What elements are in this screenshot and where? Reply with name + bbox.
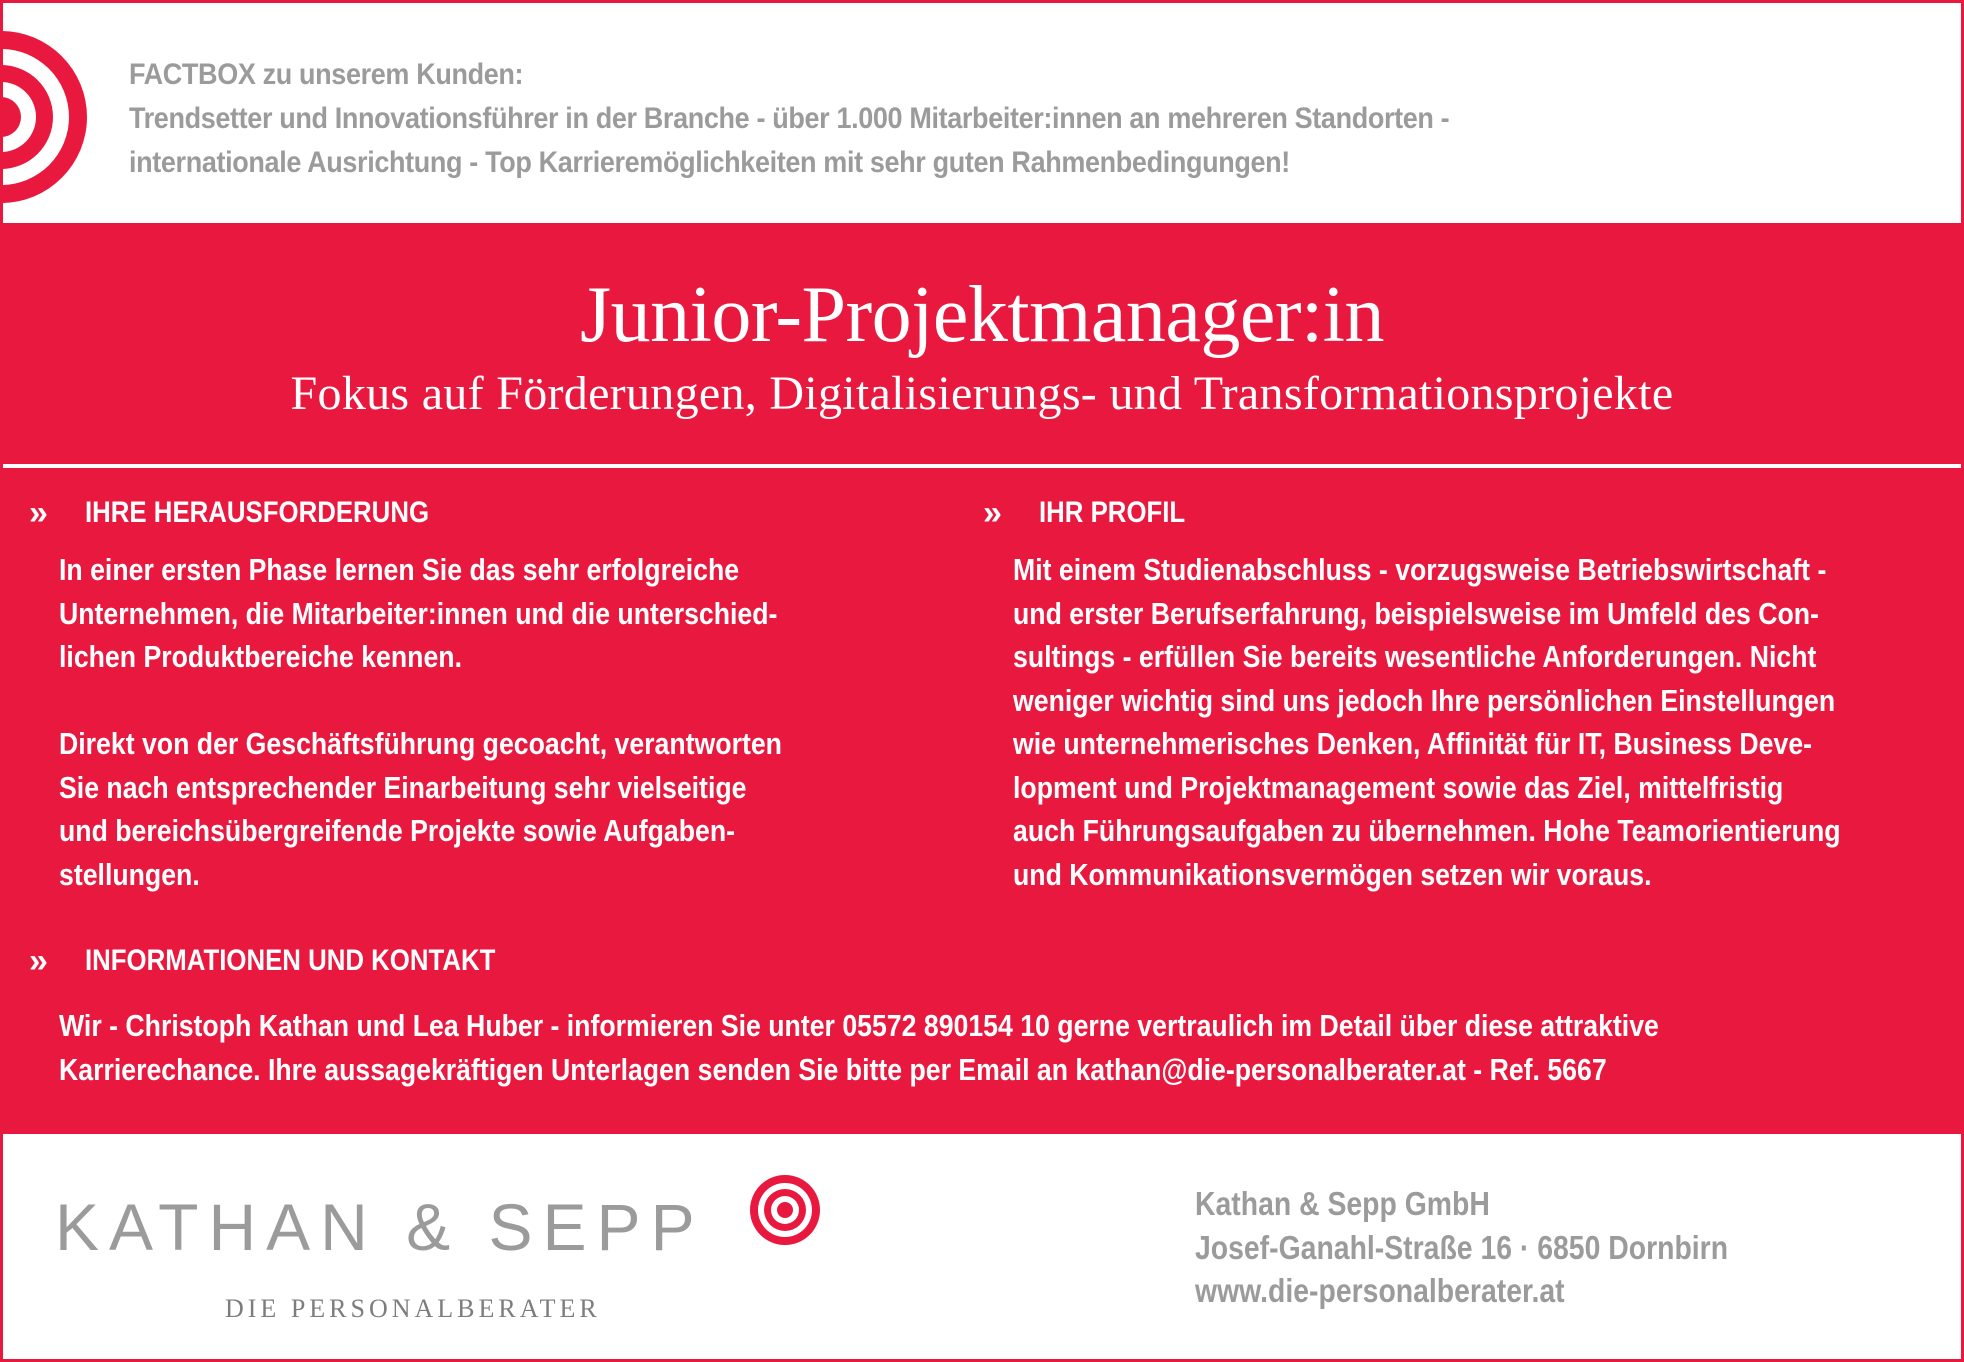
job-title: Junior-Projektmanager:in xyxy=(580,271,1384,359)
contact-heading-label: INFORMATIONEN UND KONTAKT xyxy=(85,944,496,977)
company-logo-text: KATHAN & SEPP xyxy=(55,1190,705,1264)
challenge-heading-label: IHRE HERAUSFORDERUNG xyxy=(85,496,430,529)
chevron-right-icon: » xyxy=(29,942,48,980)
profile-heading-label: IHR PROFIL xyxy=(1039,496,1186,529)
text-line: stellungen. xyxy=(59,856,200,892)
website-link[interactable]: www.die-personalberater.at xyxy=(1195,1272,1565,1309)
divider xyxy=(3,464,1961,468)
text-line: lichen Produktbereiche kennen. xyxy=(59,639,462,674)
profile-heading xyxy=(983,495,1209,531)
company-name: Kathan & Sepp GmbH xyxy=(1195,1185,1490,1222)
factbox xyxy=(3,3,1961,223)
text-line: auch Führungsaufgaben zu übernehmen. Hohe Teamorientierung xyxy=(1013,813,1841,848)
factbox-heading: FACTBOX zu unserem Kunden: xyxy=(129,58,524,91)
company-logo-subtitle: DIE PERSONALBERATER xyxy=(225,1294,601,1323)
target-logo-icon xyxy=(749,1174,821,1246)
challenge-text xyxy=(59,548,900,896)
job-subtitle: Fokus auf Förderungen, Digitalisierungs- und Transformationsprojekte xyxy=(290,367,1674,420)
company-address xyxy=(1195,1182,1815,1313)
text-line: weniger wichtig sind uns jedoch Ihre persönlichen Einstellungen xyxy=(1013,682,1836,718)
text-line: Direkt von der Geschäftsführung gecoacht, verantworten xyxy=(59,726,782,761)
text-line: lopment und Projektmanagement sowie das Ziel, mittelfristig xyxy=(1013,769,1784,805)
contact-heading xyxy=(29,943,562,979)
text-line: wie unternehmerisches Denken, Affinität für IT, Business Deve- xyxy=(1013,726,1813,761)
text-line: In einer ersten Phase lernen Sie das sehr erfolgreiche xyxy=(59,552,740,587)
text-line xyxy=(59,679,782,723)
text-line: Sie nach entsprechender Einarbeitung sehr vielseitige xyxy=(59,769,747,805)
challenge-heading xyxy=(29,495,485,531)
chevron-right-icon: » xyxy=(983,494,1002,532)
text-line: und Kommunikationsvermögen setzen wir voraus. xyxy=(1013,856,1652,892)
main-panel xyxy=(3,223,1961,1134)
factbox-line: Trendsetter und Innovationsführer in der Branche - über 1.000 Mitarbeiter:innen an mehreren Standorten - xyxy=(129,102,1450,135)
text-line: Karrierechance. Ihre aussagekräftigen Unterlagen senden Sie bitte per Email an kathan@die-personalberater.at - Ref. 5667 xyxy=(59,1051,1607,1087)
street-address: Josef-Ganahl-Straße 16 · 6850 Dornbirn xyxy=(1195,1228,1729,1266)
text-line: Unternehmen, die Mitarbeiter:innen und die unterschied- xyxy=(59,595,778,631)
text-line: und erster Berufserfahrung, beispielsweise im Umfeld des Con- xyxy=(1013,595,1819,631)
text-line: Wir - Christoph Kathan und Lea Huber - informieren Sie unter 05572 890154 10 gerne vertraulich im Detail über diese attraktive xyxy=(59,1008,1659,1043)
text-line: Mit einem Studienabschluss - vorzugsweise Betriebswirtschaft - xyxy=(1013,552,1827,587)
text-line: sultings - erfüllen Sie bereits wesentliche Anforderungen. Nicht xyxy=(1013,639,1817,674)
text-line: und bereichsübergreifende Projekte sowie Aufgaben- xyxy=(59,813,736,848)
profile-text xyxy=(1013,548,1964,896)
chevron-right-icon: » xyxy=(29,494,48,532)
contact-text xyxy=(59,1004,1919,1091)
target-icon xyxy=(0,27,91,207)
factbox-line: internationale Ausrichtung - Top Karrieremöglichkeiten mit sehr guten Rahmenbedingungen! xyxy=(129,146,1290,179)
factbox-text xyxy=(129,53,1596,185)
footer xyxy=(3,1134,1961,1359)
